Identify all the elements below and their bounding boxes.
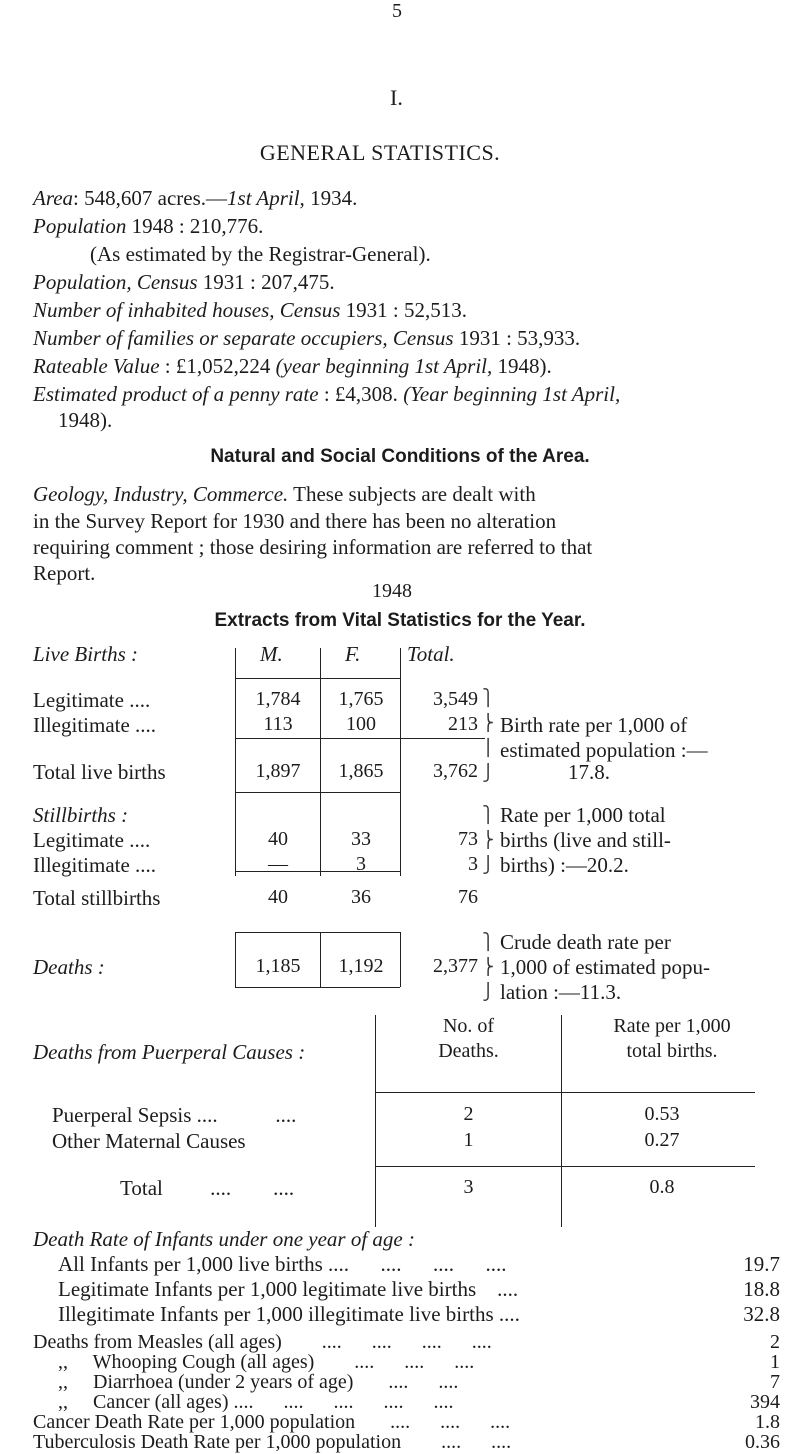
total-live-f: 1,865 (338, 760, 384, 782)
misc-row-value: 394 (750, 1391, 780, 1413)
col-m-header: M. (260, 642, 283, 666)
misc-row-label: Cancer Death Rate per 1,000 population .... .... .... (33, 1411, 511, 1433)
still-rate-note-3: births) :—20.2. (500, 853, 629, 877)
misc-row-value: 1 (770, 1351, 780, 1373)
misc-row-value: 0.36 (745, 1431, 780, 1453)
puerperal-hline-header (375, 1092, 755, 1093)
puerperal-row-rate: 0.27 (644, 1129, 680, 1151)
infant-row-label: All Infants per 1,000 live births .... .... .... .... (58, 1252, 507, 1276)
still-legit-total: 73 (458, 828, 478, 850)
section-numeral: I. (390, 85, 403, 110)
still-legit-m: 40 (268, 828, 288, 850)
puerperal-row-label: Puerperal Sepsis .... .... (52, 1103, 297, 1127)
total-live-m: 1,897 (255, 760, 301, 782)
infant-row-value: 32.8 (743, 1302, 780, 1326)
live-births-header: Live Births : (33, 642, 138, 666)
deaths-hline-bottom (235, 987, 400, 988)
natural-heading: Natural and Social Conditions of the Area. (210, 446, 590, 467)
misc-row-value: 1.8 (755, 1411, 780, 1433)
row-still-illegit-label: Illegitimate .... (33, 853, 157, 877)
natural-para-line2: in the Survey Report for 1930 and there has been no alteration (33, 509, 557, 533)
vital-hline-live (235, 792, 400, 793)
puerperal-row-rate: 0.53 (644, 1103, 680, 1125)
row-total-still-label: Total stillbirths (33, 886, 161, 910)
puerperal-total-label: Total .... .... (120, 1176, 295, 1200)
col-total-header: Total. (407, 642, 455, 666)
legit-f: 1,765 (338, 688, 384, 710)
illegit-m: 113 (263, 713, 293, 735)
vital-year: 1948 (372, 580, 412, 602)
infant-row-label: Illegitimate Infants per 1,000 illegitimate live births .... (58, 1302, 520, 1326)
still-rate-brace: ⎫ ⎬ ⎭ (482, 807, 494, 874)
population-note: (As estimated by the Registrar-General). (90, 242, 431, 266)
illegit-f: 100 (346, 713, 376, 735)
birth-rate-brace: ⎫ ⎬ ⎪ ⎭ (482, 690, 494, 782)
puerperal-col-rate-b: total births. (626, 1040, 718, 1062)
houses-line: Number of inhabited houses, Census 1931 : 52,513. (33, 298, 468, 322)
rateable-line: Rateable Value : £1,052,224 (year beginning 1st April, 1948). (33, 354, 552, 378)
illegit-total: 213 (448, 713, 478, 735)
infant-heading: Death Rate of Infants under one year of age : (33, 1227, 415, 1251)
natural-para-line4: Report. (33, 561, 96, 585)
puerperal-hline-total (375, 1166, 755, 1167)
puerperal-row-label: Other Maternal Causes (52, 1129, 246, 1153)
row-legitimate-label: Legitimate .... (33, 688, 151, 712)
misc-row-value: 2 (770, 1331, 780, 1353)
vital-hline-header (235, 678, 400, 679)
misc-row-label: Tuberculosis Death Rate per 1,000 population .... .... (33, 1431, 512, 1453)
legit-total: 3,549 (433, 688, 478, 710)
still-rate-note-1: Rate per 1,000 total (500, 803, 666, 827)
infant-row-value: 19.7 (743, 1252, 780, 1276)
census-line: Population, Census 1931 : 207,475. (33, 270, 335, 294)
birth-rate-note-3: 17.8. (568, 760, 610, 784)
penny-year: 1948). (58, 408, 113, 432)
vital-hline-deaths (235, 932, 400, 933)
death-rate-note-3: lation :—11.3. (500, 980, 622, 1004)
still-illegit-f: 3 (356, 853, 366, 875)
row-still-legit-label: Legitimate .... (33, 828, 151, 852)
deaths-m: 1,185 (255, 955, 301, 977)
misc-row-label: Deaths from Measles (all ages) .... .... .... .... (33, 1331, 492, 1353)
section-title: GENERAL STATISTICS. (259, 140, 501, 165)
misc-row-label: ,, Whooping Cough (all ages) .... .... .... (58, 1351, 475, 1373)
death-rate-note-1: Crude death rate per (500, 930, 671, 954)
puerperal-col-deaths-a: No. of (442, 1015, 495, 1037)
still-illegit-m: — (268, 853, 288, 875)
vital-hline-subtotal (235, 738, 485, 739)
col-f-header: F. (345, 642, 361, 666)
puerperal-row-deaths: 1 (463, 1129, 474, 1151)
natural-para-line1: Geology, Industry, Commerce. These subjects are dealt with (33, 482, 536, 506)
area-line: Area: 548,607 acres.—1st April, 1934. (33, 186, 358, 210)
deaths-f: 1,192 (338, 955, 384, 977)
infant-row-value: 18.8 (743, 1277, 780, 1301)
puerperal-total-deaths: 3 (463, 1176, 474, 1198)
vital-heading: Extracts from Vital Statistics for the Year. (214, 610, 586, 631)
puerperal-title: Deaths from Puerperal Causes : (33, 1040, 306, 1064)
still-rate-note-2: births (live and still- (500, 828, 671, 852)
puerperal-row-deaths: 2 (463, 1103, 474, 1125)
row-illegitimate-label: Illegitimate .... (33, 713, 157, 737)
total-live-total: 3,762 (433, 760, 478, 782)
puerperal-total-rate: 0.8 (649, 1176, 675, 1198)
population-line: Population 1948 : 210,776. (33, 214, 264, 238)
deaths-label: Deaths : (33, 955, 105, 979)
misc-row-label: ,, Diarrhoea (under 2 years of age) .... .... (58, 1371, 459, 1393)
death-rate-brace: ⎫ ⎬ ⎭ (482, 934, 494, 1001)
death-rate-note-2: 1,000 of estimated popu- (500, 955, 710, 979)
total-still-m: 40 (268, 886, 288, 908)
deaths-total: 2,377 (433, 955, 478, 977)
total-still-f: 36 (351, 886, 371, 908)
total-still-total: 76 (458, 886, 478, 908)
puerperal-col-rate-a: Rate per 1,000 (613, 1015, 731, 1037)
families-line: Number of families or separate occupiers, Census 1931 : 53,933. (33, 326, 581, 350)
misc-row-label: ,, Cancer (all ages) .... .... .... .... .... (58, 1391, 454, 1413)
still-illegit-total: 3 (468, 853, 478, 875)
infant-row-label: Legitimate Infants per 1,000 legitimate live births .... (58, 1277, 519, 1301)
puerperal-col-deaths-b: Deaths. (438, 1040, 499, 1062)
row-total-live-label: Total live births (33, 760, 166, 784)
birth-rate-note-2: estimated population :— (500, 738, 708, 762)
birth-rate-note-1: Birth rate per 1,000 of (500, 713, 688, 737)
misc-row-value: 7 (770, 1371, 780, 1393)
stillbirths-label: Stillbirths : (33, 803, 129, 827)
penny-line: Estimated product of a penny rate : £4,308. (Year beginning 1st April, (33, 382, 621, 406)
natural-para-line3: requiring comment ; those desiring information are referred to that (33, 535, 593, 559)
page-number: 5 (392, 0, 402, 22)
legit-m: 1,784 (255, 688, 301, 710)
still-legit-f: 33 (351, 828, 371, 850)
